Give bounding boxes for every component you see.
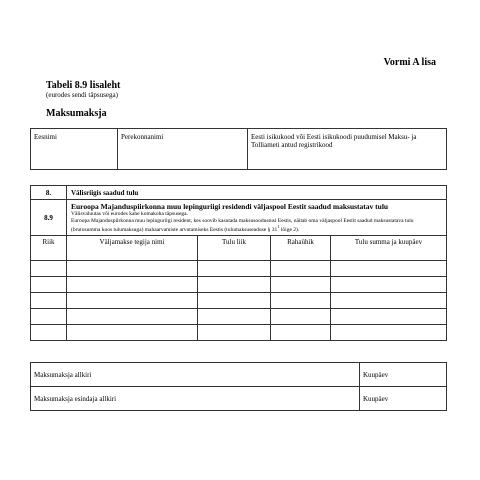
amount-date-cell[interactable] — [331, 325, 447, 341]
country-cell[interactable] — [31, 293, 67, 309]
column-header-payer-name: Väljamakse tegija nimi — [67, 236, 198, 261]
subsection-note-2 — [71, 218, 442, 234]
column-header-currency: Rahaühik — [271, 236, 331, 261]
country-cell[interactable] — [31, 325, 67, 341]
id-code-label: Eesti isikukood või Eesti isikukoodi puudumisel Maksu- ja Tolliameti antud registrikood — [251, 133, 417, 149]
income-table — [30, 185, 447, 341]
subsection-note-2-sup: 1 — [277, 224, 280, 229]
subsection-note-2-tail: lõige 2). — [279, 226, 300, 233]
income-type-cell[interactable] — [198, 309, 271, 325]
table-row — [31, 261, 447, 277]
table-row — [31, 293, 447, 309]
table-row — [31, 309, 447, 325]
currency-cell[interactable] — [271, 277, 331, 293]
page-title: Tabeli 8.9 lisaleht — [46, 80, 121, 91]
currency-cell[interactable] — [271, 325, 331, 341]
payer-name-cell[interactable] — [67, 309, 198, 325]
representative-signature-label: Maksumaksja esindaja allkiri — [34, 394, 117, 403]
taxpayer-signature-field[interactable] — [31, 363, 360, 387]
currency-cell[interactable] — [271, 309, 331, 325]
subsection-cell — [67, 200, 447, 236]
subsection-number: 8.9 — [31, 200, 67, 236]
representative-signature-field[interactable] — [31, 387, 360, 411]
income-type-cell[interactable] — [198, 325, 271, 341]
first-name-label: Eesnimi — [34, 133, 57, 141]
column-header-amount-date: Tulu summa ja kuupäev — [331, 236, 447, 261]
currency-cell[interactable] — [271, 261, 331, 277]
payer-name-cell[interactable] — [67, 325, 198, 341]
taxpayer-signature-label: Maksumaksja allkiri — [34, 370, 92, 379]
last-name-label: Perekonnanimi — [121, 133, 164, 141]
taxpayer-heading: Maksumaksja — [46, 108, 107, 119]
amount-date-cell[interactable] — [331, 293, 447, 309]
last-name-field[interactable] — [118, 129, 248, 170]
page-subtitle: (eurodes sendi täpsusega) — [46, 91, 118, 99]
column-header-income-type: Tulu liik — [198, 236, 271, 261]
payer-name-cell[interactable] — [67, 261, 198, 277]
taxpayer-date-field[interactable] — [360, 363, 447, 387]
table-row — [31, 325, 447, 341]
income-type-cell[interactable] — [198, 277, 271, 293]
taxpayer-date-label: Kuupäev — [363, 370, 389, 379]
first-name-field[interactable] — [31, 129, 118, 170]
table-row — [31, 277, 447, 293]
subsection-note-2-text: Euroopa Majanduspiirkonna muu lepinguriigi resident, kes soovib kasutada maksusoodustusi Eestis, näitab oma väljaspool Eestit saadud maksustatava tulu (brutosumma koos tulumaksuga) mahaarvamiste arvutamiseks Eestis (tulumaksuseaduse § 31 — [71, 217, 414, 233]
country-cell[interactable] — [31, 261, 67, 277]
subsection-title: Euroopa Majanduspiirkonna muu lepinguriigi residendi väljaspool Eestit saadud maksustatav tulu — [71, 202, 389, 211]
payer-name-cell[interactable] — [67, 293, 198, 309]
amount-date-cell[interactable] — [331, 309, 447, 325]
form-code: Vormi A lisa — [383, 57, 436, 68]
income-type-cell[interactable] — [198, 261, 271, 277]
id-code-field[interactable] — [248, 129, 447, 170]
taxpayer-table — [30, 128, 447, 170]
amount-date-cell[interactable] — [331, 261, 447, 277]
representative-date-label: Kuupäev — [363, 394, 389, 403]
payer-name-cell[interactable] — [67, 277, 198, 293]
signature-table — [30, 362, 447, 411]
section-number: 8. — [31, 186, 67, 200]
currency-cell[interactable] — [271, 293, 331, 309]
subsection-note-1: Välisvaluutas või eurodes kahe komakoha täpsusega. — [71, 211, 188, 217]
country-cell[interactable] — [31, 309, 67, 325]
income-type-cell[interactable] — [198, 293, 271, 309]
representative-date-field[interactable] — [360, 387, 447, 411]
amount-date-cell[interactable] — [331, 277, 447, 293]
column-header-country: Riik — [31, 236, 67, 261]
section-title: Välisriigis saadud tulu — [67, 186, 447, 200]
country-cell[interactable] — [31, 277, 67, 293]
